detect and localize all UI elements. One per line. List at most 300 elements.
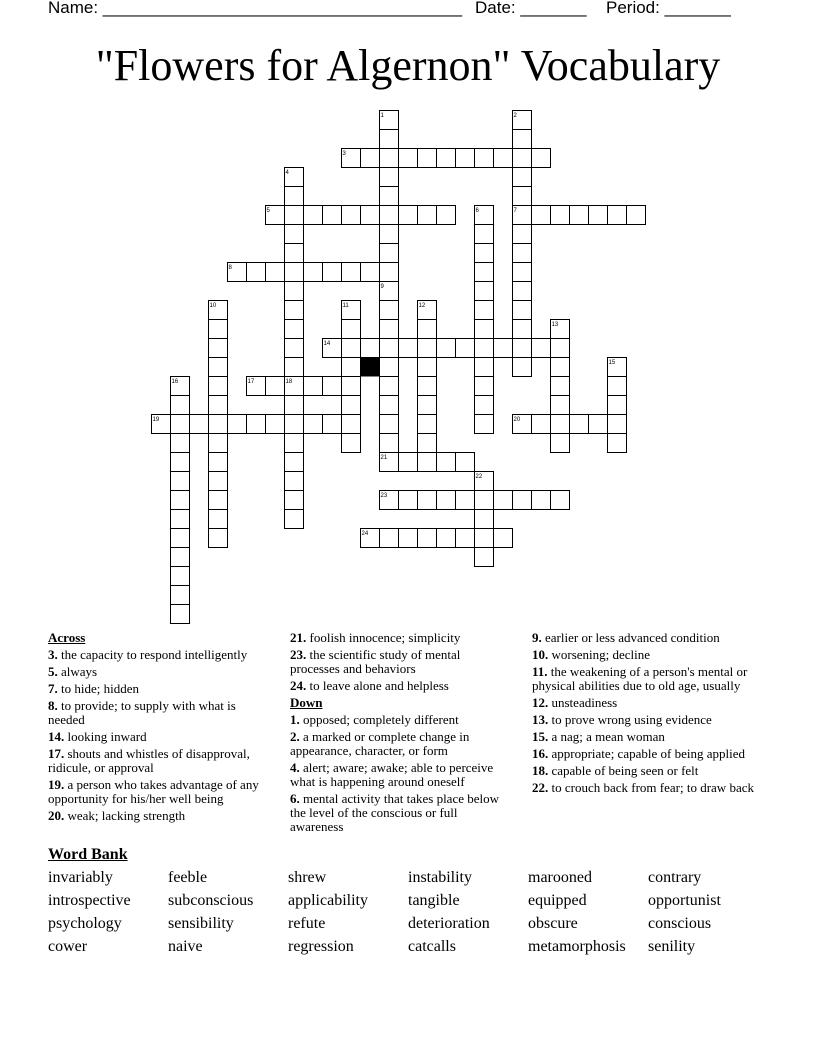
grid-cell[interactable] bbox=[380, 339, 399, 358]
grid-number: 24 bbox=[361, 531, 369, 537]
grid-number: 21 bbox=[380, 455, 388, 461]
grid-cell[interactable] bbox=[475, 149, 494, 168]
word-bank-word: introspective bbox=[48, 892, 131, 909]
word-bank-word: shrew bbox=[288, 869, 327, 886]
grid-cell[interactable] bbox=[361, 339, 380, 358]
grid-cell[interactable] bbox=[323, 263, 342, 282]
grid-cell[interactable] bbox=[532, 415, 551, 434]
grid-cell[interactable] bbox=[551, 434, 570, 453]
grid-cell[interactable] bbox=[209, 358, 228, 377]
grid-cell[interactable] bbox=[285, 339, 304, 358]
grid-cell[interactable] bbox=[551, 339, 570, 358]
grid-cell[interactable] bbox=[551, 358, 570, 377]
word-bank-word: instability bbox=[408, 869, 472, 886]
clue-number: 9. bbox=[532, 630, 542, 645]
grid-cell[interactable] bbox=[494, 149, 513, 168]
grid-cell[interactable] bbox=[513, 168, 532, 187]
grid-cell[interactable] bbox=[418, 149, 437, 168]
grid-cell[interactable] bbox=[171, 472, 190, 491]
grid-cell[interactable] bbox=[285, 320, 304, 339]
word-bank-word: feeble bbox=[168, 869, 208, 886]
grid-cell[interactable] bbox=[513, 130, 532, 149]
clue-text: the capacity to respond intelligently bbox=[57, 647, 248, 662]
grid-cell[interactable] bbox=[304, 263, 323, 282]
grid-number: 10 bbox=[209, 303, 217, 309]
clue-text: shouts and whistles of disapproval, ridicule, or approval bbox=[48, 746, 250, 775]
grid-cell[interactable] bbox=[418, 358, 437, 377]
down-clue bbox=[532, 747, 754, 761]
grid-cell[interactable] bbox=[342, 415, 361, 434]
across-clue bbox=[48, 778, 270, 806]
grid-cell[interactable] bbox=[380, 377, 399, 396]
grid-cell[interactable] bbox=[418, 339, 437, 358]
grid-cell[interactable] bbox=[171, 529, 190, 548]
grid-cell[interactable] bbox=[608, 206, 627, 225]
clue-number: 5. bbox=[48, 664, 58, 679]
clue-text: to leave alone and helpless bbox=[306, 678, 449, 693]
grid-number: 20 bbox=[513, 417, 521, 423]
grid-cell[interactable] bbox=[171, 510, 190, 529]
grid-cell[interactable] bbox=[380, 225, 399, 244]
down-clue bbox=[532, 730, 754, 744]
grid-cell[interactable] bbox=[380, 130, 399, 149]
down-clue bbox=[532, 781, 754, 795]
grid-cell[interactable] bbox=[551, 377, 570, 396]
word-bank-word: opportunist bbox=[648, 892, 721, 909]
clue-text: to crouch back from fear; to draw back bbox=[548, 780, 754, 795]
clue-number: 14. bbox=[48, 729, 65, 744]
grid-number: 3 bbox=[342, 151, 346, 157]
grid-cell[interactable] bbox=[380, 206, 399, 225]
grid-cell[interactable] bbox=[551, 415, 570, 434]
clue-text: to provide; to supply with what is needed bbox=[48, 698, 236, 727]
grid-cell[interactable] bbox=[608, 377, 627, 396]
grid-cell[interactable] bbox=[342, 206, 361, 225]
grid-cell[interactable] bbox=[209, 339, 228, 358]
grid-cell[interactable] bbox=[513, 339, 532, 358]
clue-number: 22. bbox=[532, 780, 549, 795]
grid-cell[interactable] bbox=[209, 396, 228, 415]
grid-cell[interactable] bbox=[513, 244, 532, 263]
grid-cell[interactable] bbox=[209, 472, 228, 491]
grid-cell[interactable] bbox=[418, 396, 437, 415]
across-clue bbox=[48, 682, 270, 696]
grid-cell[interactable] bbox=[513, 149, 532, 168]
clue-number: 13. bbox=[532, 712, 549, 727]
grid-cell[interactable] bbox=[209, 377, 228, 396]
grid-number: 11 bbox=[342, 303, 349, 309]
grid-cell[interactable] bbox=[380, 320, 399, 339]
grid-cell[interactable] bbox=[361, 149, 380, 168]
clue-text: mental activity that takes place below the level of the conscious or full awareness bbox=[290, 791, 500, 834]
clue-text: always bbox=[57, 664, 98, 679]
grid-cell[interactable] bbox=[494, 339, 513, 358]
clue-number: 6. bbox=[290, 791, 300, 806]
grid-cell[interactable] bbox=[418, 491, 437, 510]
down-clue bbox=[290, 730, 512, 758]
grid-cell[interactable] bbox=[475, 339, 494, 358]
clue-text: a nag; a mean woman bbox=[548, 729, 665, 744]
grid-cell[interactable] bbox=[171, 434, 190, 453]
grid-cell[interactable] bbox=[304, 377, 323, 396]
grid-cell[interactable] bbox=[285, 263, 304, 282]
clue-number: 4. bbox=[290, 760, 300, 775]
grid-cell[interactable] bbox=[361, 206, 380, 225]
grid-cell[interactable] bbox=[285, 187, 304, 206]
grid-cell[interactable] bbox=[399, 529, 418, 548]
down-column-3 bbox=[532, 628, 754, 798]
page-title: "Flowers for Algernon" Vocabulary bbox=[95, 41, 721, 90]
grid-cell[interactable] bbox=[456, 529, 475, 548]
period-field[interactable]: Period: _______ bbox=[606, 0, 731, 17]
grid-cell[interactable] bbox=[285, 453, 304, 472]
grid-cell[interactable] bbox=[608, 434, 627, 453]
grid-cell[interactable] bbox=[418, 415, 437, 434]
grid-cell[interactable] bbox=[171, 415, 190, 434]
grid-cell[interactable] bbox=[513, 491, 532, 510]
word-bank-word: senility bbox=[648, 938, 696, 955]
grid-cell[interactable] bbox=[475, 320, 494, 339]
grid-cell[interactable] bbox=[323, 206, 342, 225]
grid-cell[interactable] bbox=[209, 320, 228, 339]
grid-cell[interactable] bbox=[380, 187, 399, 206]
clue-number: 20. bbox=[48, 808, 65, 823]
grid-cell[interactable] bbox=[475, 415, 494, 434]
word-bank-word: contrary bbox=[648, 869, 702, 886]
across-clue bbox=[290, 648, 512, 676]
down-clue bbox=[532, 713, 754, 727]
grid-number: 23 bbox=[380, 493, 388, 499]
grid-cell[interactable] bbox=[513, 358, 532, 377]
grid-cell[interactable] bbox=[437, 453, 456, 472]
grid-cell[interactable] bbox=[380, 244, 399, 263]
across-heading: Across bbox=[48, 630, 86, 645]
word-bank bbox=[48, 868, 768, 956]
grid-cell[interactable] bbox=[570, 415, 589, 434]
grid-cell[interactable] bbox=[304, 206, 323, 225]
down-clue bbox=[290, 792, 512, 834]
word-bank-word: marooned bbox=[528, 869, 592, 886]
across-clue bbox=[48, 809, 270, 823]
grid-number: 16 bbox=[171, 379, 179, 385]
grid-cell[interactable] bbox=[437, 206, 456, 225]
grid-cell[interactable] bbox=[418, 320, 437, 339]
grid-cell[interactable] bbox=[266, 263, 285, 282]
grid-cell[interactable] bbox=[209, 434, 228, 453]
across-clue bbox=[48, 648, 270, 662]
across-clue bbox=[48, 665, 270, 679]
grid-cell[interactable] bbox=[627, 206, 646, 225]
grid-cell[interactable] bbox=[399, 453, 418, 472]
grid-cell[interactable] bbox=[209, 491, 228, 510]
word-bank-word: metamorphosis bbox=[528, 938, 626, 955]
word-bank-word: naive bbox=[168, 938, 203, 955]
grid-cell[interactable] bbox=[266, 377, 285, 396]
grid-cell[interactable] bbox=[380, 168, 399, 187]
grid-cell[interactable] bbox=[475, 282, 494, 301]
grid-cell[interactable] bbox=[475, 548, 494, 567]
grid-cell[interactable] bbox=[266, 415, 285, 434]
grid-cell[interactable] bbox=[380, 434, 399, 453]
clue-number: 1. bbox=[290, 712, 300, 727]
grid-number: 9 bbox=[380, 284, 384, 290]
grid-cell[interactable] bbox=[342, 434, 361, 453]
grid-number: 5 bbox=[266, 208, 270, 214]
clue-number: 2. bbox=[290, 729, 300, 744]
grid-cell[interactable] bbox=[475, 491, 494, 510]
grid-cell[interactable] bbox=[399, 149, 418, 168]
grid-cell[interactable] bbox=[171, 396, 190, 415]
date-field[interactable]: Date: _______ bbox=[475, 0, 587, 17]
clue-text: looking inward bbox=[64, 729, 147, 744]
clue-text: unsteadiness bbox=[548, 695, 618, 710]
down-clue bbox=[532, 764, 754, 778]
grid-cell[interactable] bbox=[285, 434, 304, 453]
grid-cell[interactable] bbox=[570, 206, 589, 225]
grid-cell[interactable] bbox=[513, 320, 532, 339]
grid-cell[interactable] bbox=[494, 491, 513, 510]
word-bank-word: conscious bbox=[648, 915, 712, 932]
grid-cell[interactable] bbox=[475, 510, 494, 529]
grid-number: 12 bbox=[418, 303, 426, 309]
clue-text: the scientific study of mental processes and behaviors bbox=[290, 647, 461, 676]
grid-number: 18 bbox=[285, 379, 293, 385]
grid-cell[interactable] bbox=[589, 206, 608, 225]
grid-cell[interactable] bbox=[171, 605, 190, 624]
grid-cell[interactable] bbox=[551, 396, 570, 415]
grid-cell[interactable] bbox=[532, 339, 551, 358]
grid-cell[interactable] bbox=[399, 339, 418, 358]
down-clue bbox=[532, 631, 754, 645]
grid-cell[interactable] bbox=[418, 529, 437, 548]
grid-cell[interactable] bbox=[399, 206, 418, 225]
word-bank-word: sensibility bbox=[168, 915, 234, 932]
grid-cell[interactable] bbox=[209, 529, 228, 548]
grid-cell[interactable] bbox=[475, 396, 494, 415]
clue-text: a marked or complete change in appearance, character, or form bbox=[290, 729, 470, 758]
across-column-1 bbox=[48, 628, 270, 826]
grid-cell[interactable] bbox=[380, 301, 399, 320]
clue-number: 17. bbox=[48, 746, 65, 761]
clue-number: 3. bbox=[48, 647, 58, 662]
word-bank-word: tangible bbox=[408, 892, 460, 909]
across-clue bbox=[48, 699, 270, 727]
grid-number: 19 bbox=[152, 417, 160, 423]
clue-number: 15. bbox=[532, 729, 549, 744]
grid-cell[interactable] bbox=[380, 415, 399, 434]
grid-cell[interactable] bbox=[380, 396, 399, 415]
across-clue bbox=[290, 679, 512, 693]
word-bank-word: subconscious bbox=[168, 892, 254, 909]
grid-cell[interactable] bbox=[418, 453, 437, 472]
clue-number: 19. bbox=[48, 777, 65, 792]
grid-number: 17 bbox=[247, 379, 255, 385]
grid-cell[interactable] bbox=[551, 206, 570, 225]
clue-number: 16. bbox=[532, 746, 549, 761]
grid-cell[interactable] bbox=[475, 225, 494, 244]
word-bank-word: obscure bbox=[528, 915, 578, 932]
down-clue bbox=[290, 713, 512, 727]
clue-number: 12. bbox=[532, 695, 549, 710]
grid-cell[interactable] bbox=[456, 491, 475, 510]
across-clue bbox=[48, 747, 270, 775]
grid-cell[interactable] bbox=[209, 510, 228, 529]
grid-cell[interactable] bbox=[228, 415, 247, 434]
grid-cell[interactable] bbox=[418, 206, 437, 225]
down-clue bbox=[532, 665, 754, 693]
grid-cell[interactable] bbox=[513, 301, 532, 320]
grid-cell[interactable] bbox=[342, 320, 361, 339]
clue-number: 10. bbox=[532, 647, 549, 662]
grid-cell[interactable] bbox=[532, 491, 551, 510]
grid-cell[interactable] bbox=[475, 529, 494, 548]
grid-cell[interactable] bbox=[437, 491, 456, 510]
word-bank-heading: Word Bank bbox=[48, 846, 128, 863]
word-bank-word: invariably bbox=[48, 869, 113, 886]
grid-cell[interactable] bbox=[380, 149, 399, 168]
clue-number: 23. bbox=[290, 647, 307, 662]
clue-number: 7. bbox=[48, 681, 58, 696]
clue-number: 18. bbox=[532, 763, 549, 778]
word-bank-word: regression bbox=[288, 938, 354, 955]
grid-cell[interactable] bbox=[285, 244, 304, 263]
grid-cell[interactable] bbox=[380, 263, 399, 282]
clue-text: a person who takes advantage of any opportunity for his/her well being bbox=[48, 777, 259, 806]
word-bank-word: applicability bbox=[288, 892, 368, 909]
grid-cell[interactable] bbox=[437, 529, 456, 548]
grid-cell[interactable] bbox=[247, 415, 266, 434]
grid-number: 7 bbox=[513, 208, 517, 214]
grid-cell[interactable] bbox=[475, 377, 494, 396]
grid-cell[interactable] bbox=[513, 282, 532, 301]
grid-cell[interactable] bbox=[285, 358, 304, 377]
grid-cell[interactable] bbox=[475, 358, 494, 377]
grid-cell[interactable] bbox=[285, 396, 304, 415]
grid-cell[interactable] bbox=[190, 415, 209, 434]
down-heading: Down bbox=[290, 695, 323, 710]
grid-cell[interactable] bbox=[361, 263, 380, 282]
grid-cell[interactable] bbox=[285, 282, 304, 301]
grid-cell[interactable] bbox=[513, 263, 532, 282]
grid-cell[interactable] bbox=[171, 453, 190, 472]
clue-text: alert; aware; awake; able to perceive what is happening around oneself bbox=[290, 760, 494, 789]
word-bank-word: refute bbox=[288, 915, 326, 932]
grid-cell[interactable] bbox=[475, 301, 494, 320]
grid-number: 15 bbox=[608, 360, 616, 366]
grid-cell[interactable] bbox=[342, 358, 361, 377]
grid-cell[interactable] bbox=[285, 225, 304, 244]
clue-number: 11. bbox=[532, 664, 548, 679]
grid-cell[interactable] bbox=[418, 377, 437, 396]
grid-number: 1 bbox=[380, 113, 384, 119]
grid-cell[interactable] bbox=[171, 586, 190, 605]
grid-cell[interactable] bbox=[437, 149, 456, 168]
clue-column-2 bbox=[290, 628, 512, 837]
word-bank-word: catcalls bbox=[408, 938, 456, 955]
word-bank-word: psychology bbox=[48, 915, 122, 932]
grid-cell[interactable] bbox=[342, 263, 361, 282]
grid-cell[interactable] bbox=[171, 491, 190, 510]
grid-cell[interactable] bbox=[285, 206, 304, 225]
name-field[interactable]: Name: ______________________________________ bbox=[48, 0, 463, 17]
clue-text: opposed; completely different bbox=[299, 712, 459, 727]
grid-cell[interactable] bbox=[589, 415, 608, 434]
across-clue bbox=[48, 730, 270, 744]
grid-cell[interactable] bbox=[285, 491, 304, 510]
grid-cell[interactable] bbox=[304, 415, 323, 434]
down-clue bbox=[532, 648, 754, 662]
grid-cell[interactable] bbox=[456, 149, 475, 168]
grid-cell[interactable] bbox=[247, 263, 266, 282]
grid-cell[interactable] bbox=[551, 491, 570, 510]
grid-number: 13 bbox=[551, 322, 559, 328]
grid-number: 4 bbox=[285, 170, 289, 176]
grid-number: 2 bbox=[513, 113, 517, 119]
clue-text: capable of being seen or felt bbox=[548, 763, 699, 778]
clue-text: worsening; decline bbox=[548, 647, 651, 662]
grid-number: 22 bbox=[475, 474, 483, 480]
clue-text: to prove wrong using evidence bbox=[548, 712, 712, 727]
grid-cell[interactable] bbox=[285, 415, 304, 434]
grid-cell[interactable] bbox=[456, 339, 475, 358]
grid-cell[interactable] bbox=[608, 415, 627, 434]
grid-cell[interactable] bbox=[342, 396, 361, 415]
grid-cell[interactable] bbox=[171, 548, 190, 567]
black-cell bbox=[361, 358, 380, 377]
grid-cell[interactable] bbox=[380, 529, 399, 548]
clue-text: earlier or less advanced condition bbox=[541, 630, 720, 645]
grid-cell[interactable] bbox=[342, 339, 361, 358]
clue-number: 8. bbox=[48, 698, 58, 713]
grid-cell[interactable] bbox=[209, 415, 228, 434]
grid-cell[interactable] bbox=[399, 491, 418, 510]
grid-cell[interactable] bbox=[532, 206, 551, 225]
grid-cell[interactable] bbox=[342, 377, 361, 396]
grid-number: 14 bbox=[323, 341, 331, 347]
grid-cell[interactable] bbox=[285, 301, 304, 320]
grid-cell[interactable] bbox=[418, 434, 437, 453]
grid-cell[interactable] bbox=[323, 415, 342, 434]
grid-cell[interactable] bbox=[171, 567, 190, 586]
clue-text: the weakening of a person's mental or physical abilities due to old age, usually bbox=[532, 664, 748, 693]
clue-number: 24. bbox=[290, 678, 307, 693]
grid-cell[interactable] bbox=[209, 453, 228, 472]
grid-cell[interactable] bbox=[323, 377, 342, 396]
clue-text: to hide; hidden bbox=[57, 681, 139, 696]
grid-cell[interactable] bbox=[475, 263, 494, 282]
grid-cell[interactable] bbox=[285, 472, 304, 491]
grid-cell[interactable] bbox=[285, 510, 304, 529]
grid-cell[interactable] bbox=[513, 225, 532, 244]
grid-cell[interactable] bbox=[380, 358, 399, 377]
down-clue bbox=[290, 761, 512, 789]
word-bank-word: deterioration bbox=[408, 915, 490, 932]
grid-cell[interactable] bbox=[456, 453, 475, 472]
grid-number: 6 bbox=[475, 208, 479, 214]
grid-cell[interactable] bbox=[437, 339, 456, 358]
grid-cell[interactable] bbox=[532, 149, 551, 168]
grid-cell[interactable] bbox=[475, 244, 494, 263]
grid-cell[interactable] bbox=[494, 529, 513, 548]
grid-cell[interactable] bbox=[513, 187, 532, 206]
down-clue bbox=[532, 696, 754, 710]
clue-number: 21. bbox=[290, 630, 307, 645]
word-bank-word: cower bbox=[48, 938, 88, 955]
clue-text: foolish innocence; simplicity bbox=[306, 630, 461, 645]
grid-cell[interactable] bbox=[608, 396, 627, 415]
across-clue bbox=[290, 631, 512, 645]
word-bank-word: equipped bbox=[528, 892, 587, 909]
